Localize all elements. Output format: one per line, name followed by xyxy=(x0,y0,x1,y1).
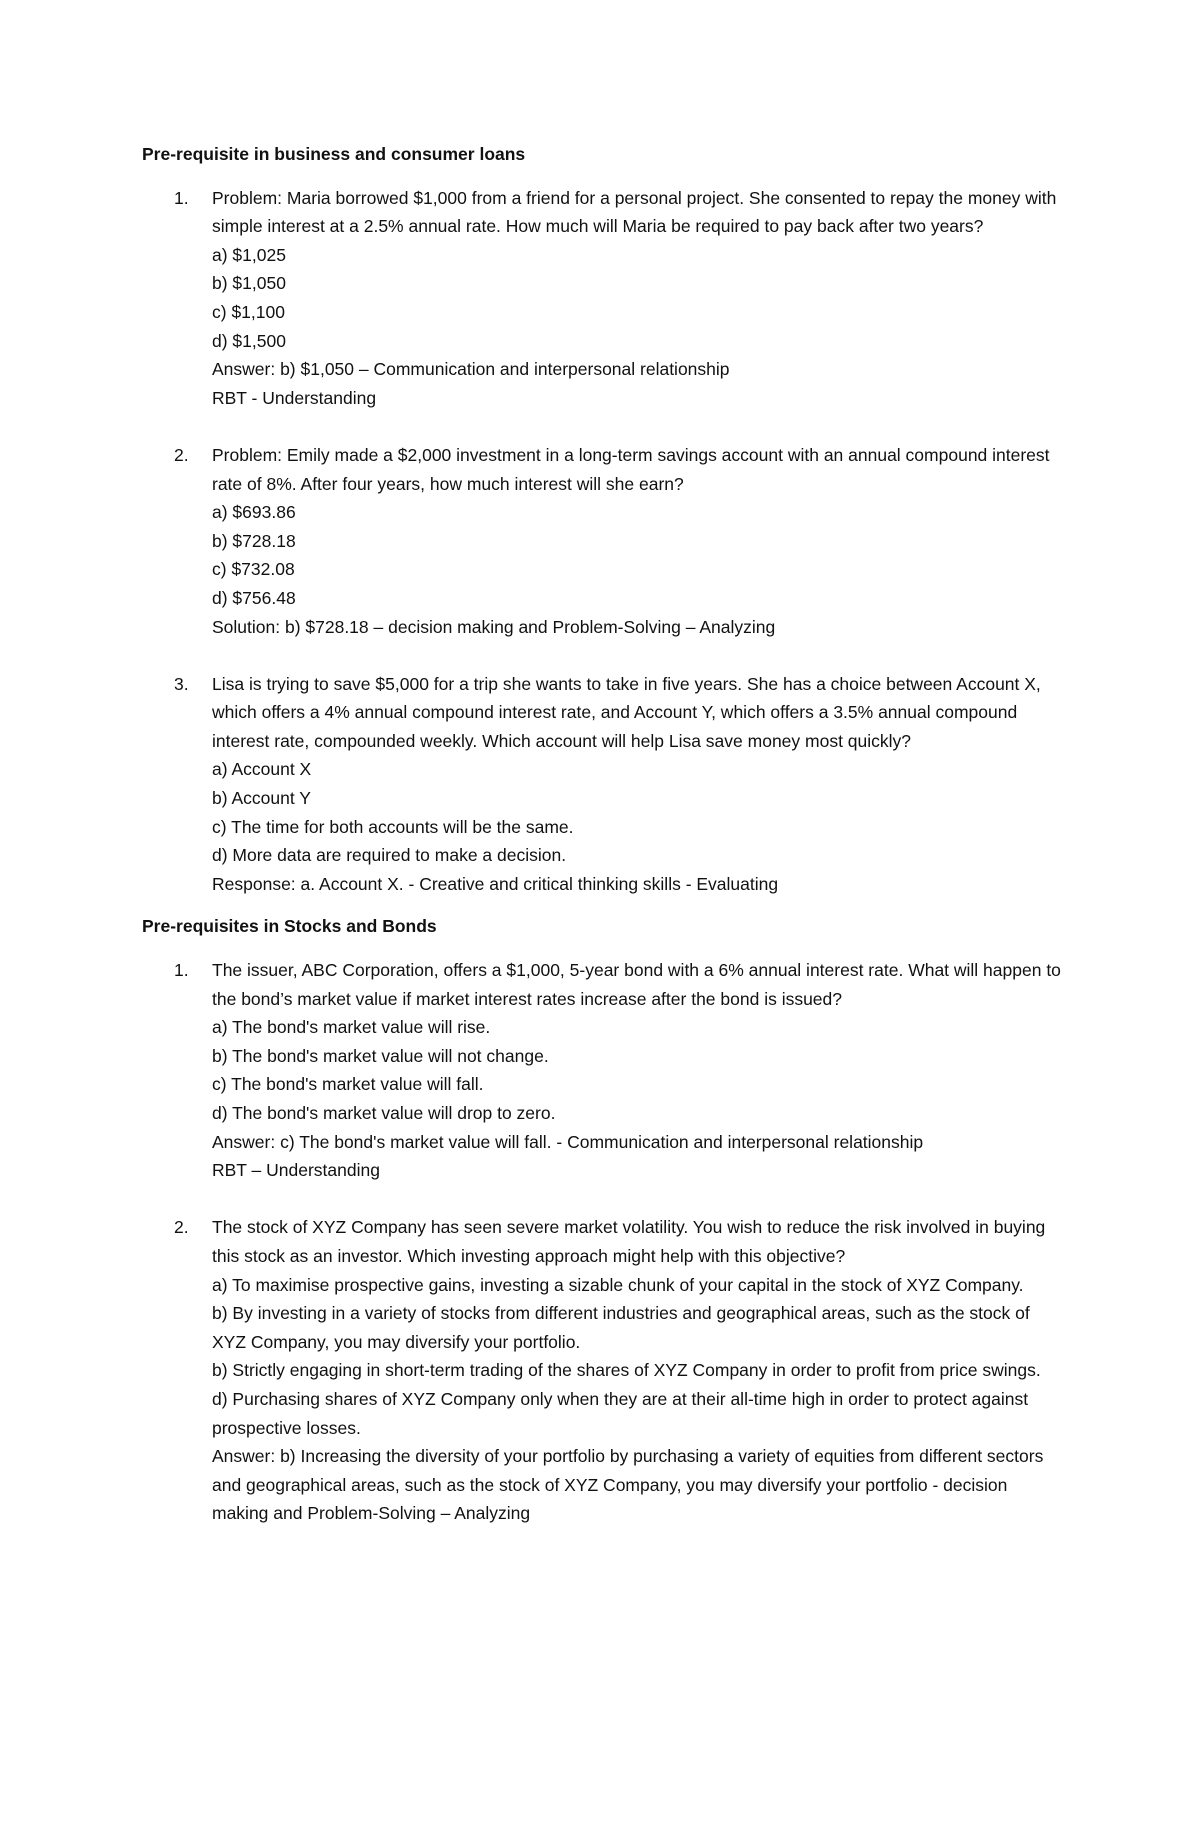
option-c: c) $732.08 xyxy=(212,559,295,580)
question-loans-1 xyxy=(142,184,1062,413)
question-text: The issuer, ABC Corporation, offers a $1,000, 5-year bond with a 6% annual interest rate. What will happen to the bond’s market value if market interest rates increase after the bond is issued? xyxy=(212,960,1061,1009)
option-d: d) The bond's market value will drop to zero. xyxy=(212,1103,556,1123)
option-a: a) The bond's market value will rise. xyxy=(212,1017,491,1038)
option-a: a) $1,025 xyxy=(212,244,286,265)
option-c: c) $1,100 xyxy=(212,301,285,322)
option-a: a) $693.86 xyxy=(212,502,296,523)
option-d: d) Purchasing shares of XYZ Company only when they are at their all-time high in order to protect against prospective losses. xyxy=(212,1388,1029,1438)
option-d: d) $1,500 xyxy=(212,330,286,351)
option-b: b) By investing in a variety of stocks from different industries and geographical areas, such as the stock of XYZ Company, you may diversify your portfolio. xyxy=(212,1303,1030,1352)
question-text: Problem: Emily made a $2,000 investment in a long-term savings account with an annual compound interest rate of 8%. After four years, how much interest will she earn? xyxy=(212,444,1050,494)
question-number: 2. xyxy=(174,444,189,465)
question-body xyxy=(212,184,1062,413)
question-text: Lisa is trying to save $5,000 for a trip she wants to take in five years. She has a choice between Account X, which offers a 4% annual compound interest rate, and Account Y, which offers a 3.5% annual compound interest rate, compounded weekly. Which account will help Lisa save money most quickly? xyxy=(212,673,1041,751)
option-c: c) The time for both accounts will be the same. xyxy=(212,816,574,837)
document-content xyxy=(142,140,1062,1557)
question-number: 1. xyxy=(174,187,189,208)
answer-line: Response: a. Account X. - Creative and critical thinking skills - Evaluating xyxy=(212,873,779,894)
answer-line: Solution: b) $728.18 – decision making and Problem-Solving – Analyzing xyxy=(212,616,776,637)
option-d: d) $756.48 xyxy=(212,587,296,608)
option-b: b) $1,050 xyxy=(212,273,286,294)
question-stocks-2 xyxy=(142,1213,1062,1528)
option-b: b) Account Y xyxy=(212,788,311,809)
question-body xyxy=(212,956,1062,1185)
option-b: b) $728.18 xyxy=(212,530,296,551)
option-a: a) Account X xyxy=(212,759,312,780)
section-title-loans: Pre-requisite in business and consumer loans xyxy=(142,144,526,164)
question-stocks-1 xyxy=(142,956,1062,1185)
answer-line: Answer: b) $1,050 – Communication and interpersonal relationship xyxy=(212,359,730,380)
option-c: b) Strictly engaging in short-term trading of the shares of XYZ Company in order to profit from price swings. xyxy=(212,1360,1041,1381)
question-body xyxy=(212,670,1062,899)
question-body xyxy=(212,441,1062,641)
option-c: c) The bond's market value will fall. xyxy=(212,1074,484,1095)
answer-line: Answer: c) The bond's market value will fall. - Communication and interpersonal relationship xyxy=(212,1131,924,1152)
answer-line: Answer: b) Increasing the diversity of your portfolio by purchasing a variety of equities from different sectors and geographical areas, such as the stock of XYZ Company, you may diversify your portfolio - decision making and Problem-Solving – Analyzing xyxy=(212,1446,1044,1524)
question-body xyxy=(212,1213,1062,1528)
option-d: d) More data are required to make a decision. xyxy=(212,845,567,866)
question-number: 2. xyxy=(174,1217,189,1238)
rbt-line: RBT – Understanding xyxy=(212,1160,380,1181)
rbt-line: RBT - Understanding xyxy=(212,387,377,408)
question-loans-3 xyxy=(142,670,1062,899)
question-text: The stock of XYZ Company has seen severe market volatility. You wish to reduce the risk involved in buying this stock as an investor. Which investing approach might help with this objective? xyxy=(212,1217,1046,1266)
section-title-stocks-bonds: Pre-requisites in Stocks and Bonds xyxy=(142,916,437,937)
question-number: 3. xyxy=(174,673,189,694)
question-text: Problem: Maria borrowed $1,000 from a friend for a personal project. She consented to repay the money with simple interest at a 2.5% annual rate. How much will Maria be required to pay back after two years? xyxy=(212,187,1057,237)
option-a: a) To maximise prospective gains, investing a sizable chunk of your capital in the stock of XYZ Company. xyxy=(212,1274,1024,1295)
option-b: b) The bond's market value will not change. xyxy=(212,1045,549,1066)
question-loans-2 xyxy=(142,441,1062,641)
question-number: 1. xyxy=(174,960,189,981)
